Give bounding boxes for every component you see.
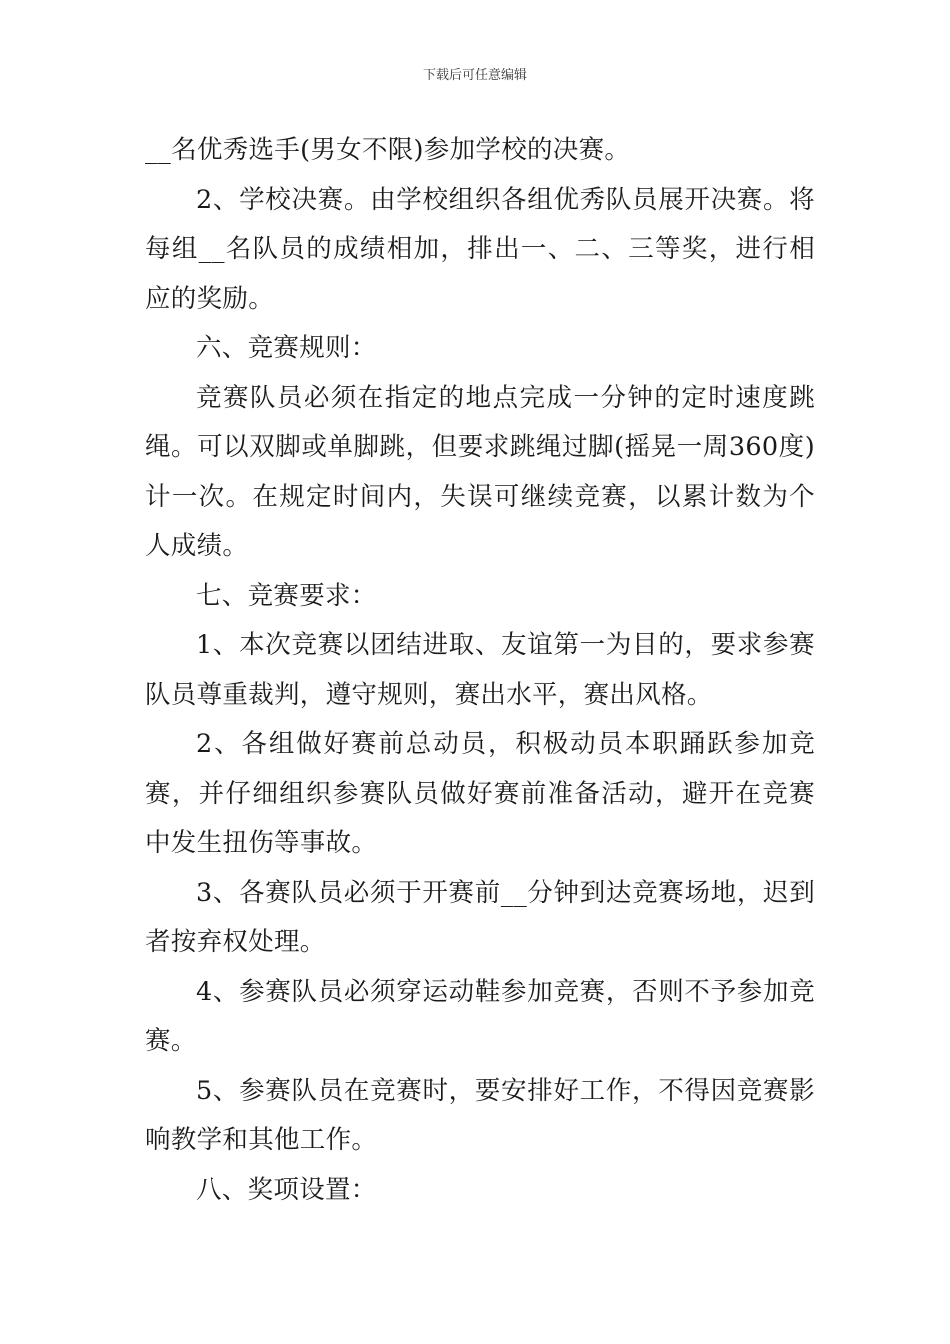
document-body bbox=[145, 126, 815, 1215]
page-header-note: 下载后可任意编辑 bbox=[422, 68, 527, 83]
section-heading-rules: 六、竞赛规则： bbox=[196, 333, 377, 363]
paragraph-rules: 竞赛队员必须在指定的地点完成一分钟的定时速度跳绳。可以双脚或单脚跳，但要求跳绳过脚(摇晃一周360度)计一次。在规定时间内，失误可继续竞赛，以累计数为个人成绩。 bbox=[145, 382, 815, 561]
paragraph-continuation: __名优秀选手(男女不限)参加学校的决赛。 bbox=[145, 135, 631, 165]
paragraph-requirement-5: 5、参赛队员在竞赛时，要安排好工作，不得因竞赛影响教学和其他工作。 bbox=[145, 1075, 815, 1155]
section-heading-requirements: 七、竞赛要求： bbox=[196, 580, 377, 611]
paragraph-requirement-1: 1、本次竞赛以团结进取、友谊第一为目的，要求参赛队员尊重裁判，遵守规则，赛出水平，赛出风格。 bbox=[145, 630, 815, 710]
section-heading-awards: 八、奖项设置： bbox=[196, 1174, 377, 1205]
paragraph-requirement-2: 2、各组做好赛前总动员，积极动员本职踊跃参加竞赛，并仔细组织参赛队员做好赛前准备活动，避开在竞赛中发生扭伤等事故。 bbox=[145, 729, 815, 858]
paragraph-school-final: 2、学校决赛。由学校组织各组优秀队员展开决赛。将每组__名队员的成绩相加，排出一、二、三等奖，进行相应的奖励。 bbox=[145, 184, 815, 314]
paragraph-requirement-4: 4、参赛队员必须穿运动鞋参加竞赛，否则不予参加竞赛。 bbox=[145, 976, 815, 1056]
paragraph-requirement-3: 3、各赛队员必须于开赛前__分钟到达竞赛场地，迟到者按弃权处理。 bbox=[145, 877, 815, 957]
